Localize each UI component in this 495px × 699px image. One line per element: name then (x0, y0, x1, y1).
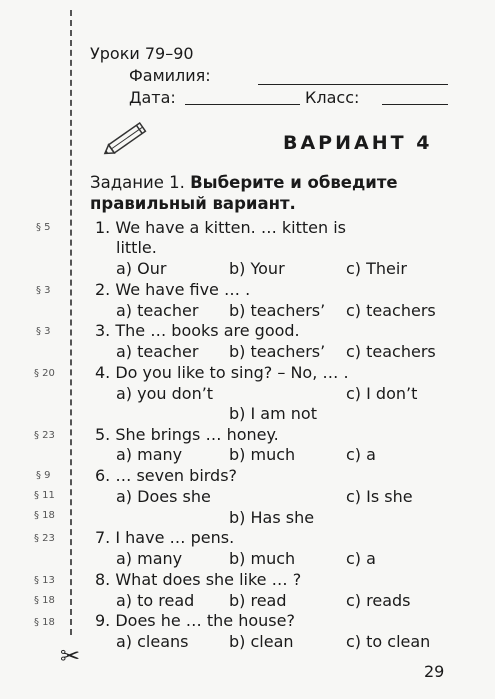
question-text: 5. She brings … honey. (95, 425, 279, 444)
option-c[interactable]: c) a (346, 445, 376, 464)
question-text: 4. Do you like to sing? – No, … . (95, 363, 349, 382)
question-text: 6. … seven birds? (95, 466, 238, 485)
option-a[interactable]: a) many (116, 445, 183, 464)
page-number: 29 (424, 662, 445, 681)
option-a[interactable]: a) to read (116, 591, 195, 610)
section-ref: § 3 (36, 285, 51, 296)
section-ref: § 3 (36, 326, 51, 337)
option-b[interactable]: b) Your (229, 259, 285, 278)
option-b[interactable]: b) I am not (229, 404, 317, 423)
question-text: 1. We have a kitten. … kitten is (95, 218, 347, 237)
option-a[interactable]: a) teacher (116, 342, 199, 361)
task-text-line2: правильный вариант. (90, 194, 296, 213)
task-text-line1: Выберите и обведите (190, 173, 398, 192)
variant-title: ВАРИАНТ 4 (283, 132, 433, 154)
option-c[interactable]: c) Their (346, 259, 407, 278)
section-ref: § 13 (34, 575, 55, 586)
date-label: Дата: (129, 88, 176, 107)
task-text-line2-wrap (90, 194, 296, 213)
section-ref: § 5 (36, 222, 51, 233)
question-text: 2. We have five … . (95, 280, 251, 299)
option-b[interactable]: b) much (229, 549, 296, 568)
option-a[interactable]: a) you don’t (116, 384, 214, 403)
section-ref: § 9 (36, 470, 51, 481)
question-text: 8. What does she like … ? (95, 570, 302, 589)
section-ref: § 11 (34, 490, 55, 501)
surname-field[interactable] (258, 84, 448, 85)
option-c[interactable]: c) to clean (346, 632, 431, 651)
option-c[interactable]: c) a (346, 549, 376, 568)
option-c[interactable]: c) I don’t (346, 384, 418, 403)
section-ref: § 18 (34, 510, 55, 521)
option-c[interactable]: c) reads (346, 591, 411, 610)
option-c[interactable]: c) teachers (346, 301, 436, 320)
section-ref: § 20 (34, 368, 55, 379)
scissors-icon: ✂ (60, 642, 81, 670)
question-text: 7. I have … pens. (95, 528, 235, 547)
option-b[interactable]: b) read (229, 591, 287, 610)
class-label: Класс: (305, 88, 360, 107)
section-ref: § 18 (34, 595, 55, 606)
section-ref: § 18 (34, 617, 55, 628)
section-ref: § 23 (34, 430, 55, 441)
question-text: 9. Does he … the house? (95, 611, 295, 630)
task-title (90, 173, 398, 192)
option-a[interactable]: a) many (116, 549, 183, 568)
option-a[interactable]: a) Does she (116, 487, 211, 506)
option-b[interactable]: b) teachers’ (229, 342, 326, 361)
option-a[interactable]: a) teacher (116, 301, 199, 320)
task-prefix: Задание 1. (90, 173, 185, 192)
option-a[interactable]: a) cleans (116, 632, 189, 651)
option-c[interactable]: c) teachers (346, 342, 436, 361)
surname-label: Фамилия: (129, 66, 211, 85)
option-b[interactable]: b) clean (229, 632, 294, 651)
class-field[interactable] (382, 104, 448, 105)
option-b[interactable]: b) Has she (229, 508, 315, 527)
cut-line (70, 10, 72, 635)
option-c[interactable]: c) Is she (346, 487, 413, 506)
section-ref: § 23 (34, 533, 55, 544)
option-b[interactable]: b) much (229, 445, 296, 464)
pencil-icon (100, 118, 155, 162)
lessons-label: Уроки 79–90 (90, 44, 194, 63)
question-text: 3. The … books are good. (95, 321, 300, 340)
date-field[interactable] (185, 104, 300, 105)
question-text-cont: little. (116, 238, 157, 257)
option-a[interactable]: a) Our (116, 259, 167, 278)
option-b[interactable]: b) teachers’ (229, 301, 326, 320)
